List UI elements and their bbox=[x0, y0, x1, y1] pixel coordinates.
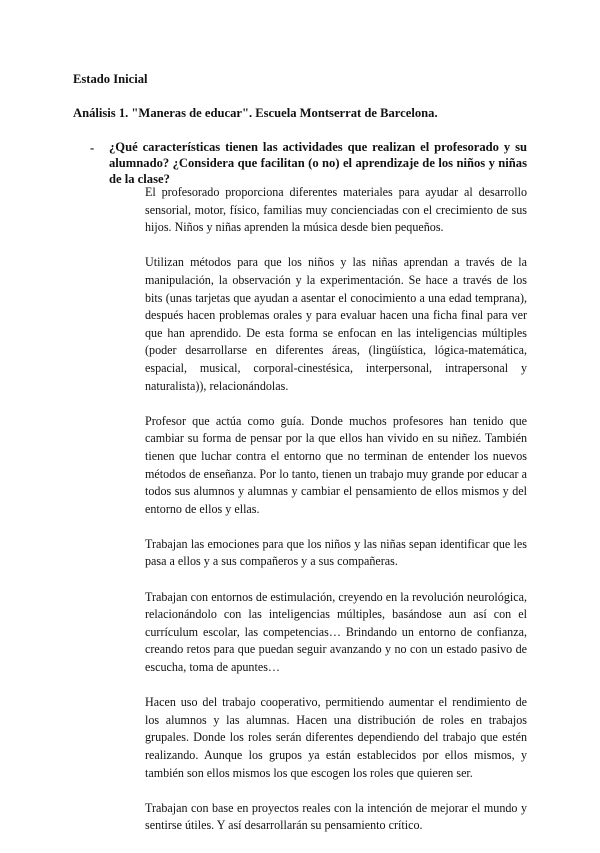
paragraph-6: Hacen uso del trabajo cooperativo, permitiendo aumentar el rendimiento de los alumnos y las alumnas. Hacen una distribución de roles en trabajos grupales. Donde los roles serán diferentes dependiendo del trabajo que estén realizando. Aunque los grupos ya están establecidos por ellos mismos, y también son ellos mismos los que escogen los roles que quieren ser. bbox=[145, 695, 527, 780]
section-heading: Análisis 1. "Maneras de educar". Escuela Montserrat de Barcelona. bbox=[73, 106, 438, 120]
paragraph-4: Trabajan las emociones para que los niños y las niñas sepan identificar que les pasa a ellos y a sus compañeros y a sus compañeras. bbox=[145, 536, 527, 569]
document-title: Estado Inicial bbox=[73, 72, 148, 86]
bullet-marker: - bbox=[90, 141, 95, 155]
paragraph-7: Trabajan con base en proyectos reales con la intención de mejorar el mundo y sentirse útiles. Y así desarrollarán su pensamiento crítico. bbox=[145, 800, 527, 833]
paragraph-5: Trabajan con entornos de estimulación, creyendo en la revolución neurológica, relacionándolo con las inteligencias múltiples, basándose aun así con el currículum escolar, las competencias… Brindando un entorno de confianza, creando retos para que puedan seguir avanzando y no con un estado pasivo de escucha, toma de apuntes… bbox=[145, 589, 527, 675]
question-text: ¿Qué características tienen las actividades que realizan el profesorado y su alumnado? ¿Considera que facilitan (o no) el aprendizaje de los niños y niñas de la clase? bbox=[109, 140, 527, 186]
paragraph-3: Profesor que actúa como guía. Donde muchos profesores han tenido que cambiar su forma de pensar por la que ellos han vivido en su niñez. También tienen que luchar contra el entorno que no terminan de entender los nuevos métodos de enseñanza. Por lo tanto, tienen un trabajo muy grande por educar a todos sus alumnos y alumnas y cambiar el pensamiento de ellos mismos y del entorno de ellos y ellas. bbox=[145, 413, 527, 516]
paragraph-2: Utilizan métodos para que los niños y las niñas aprendan a través de la manipulación, la observación y la experimentación. Se hace a través de los bits (unas tarjetas que ayudan a asentar el conocimiento a una edad temprana), después hacen problemas orales y para evaluar hacen una ficha final para ver que han aprendido. De esta forma se enfocan en las inteligencias múltiples (poder desarrollarse en diferentes áreas, (lingüística, lógica-matemática, espacial, musical, corporal-cinestésica, interpersonal, intrapersonal y naturalista)), relacionándolas. bbox=[145, 255, 527, 393]
paragraph-1: El profesorado proporciona diferentes materiales para ayudar al desarrollo sensorial, motor, físico, familias muy concienciadas con el crecimiento de sus hijos. Niños y niñas aprenden la música desde bien pequeños. bbox=[145, 185, 527, 235]
answer-body bbox=[145, 184, 527, 853]
